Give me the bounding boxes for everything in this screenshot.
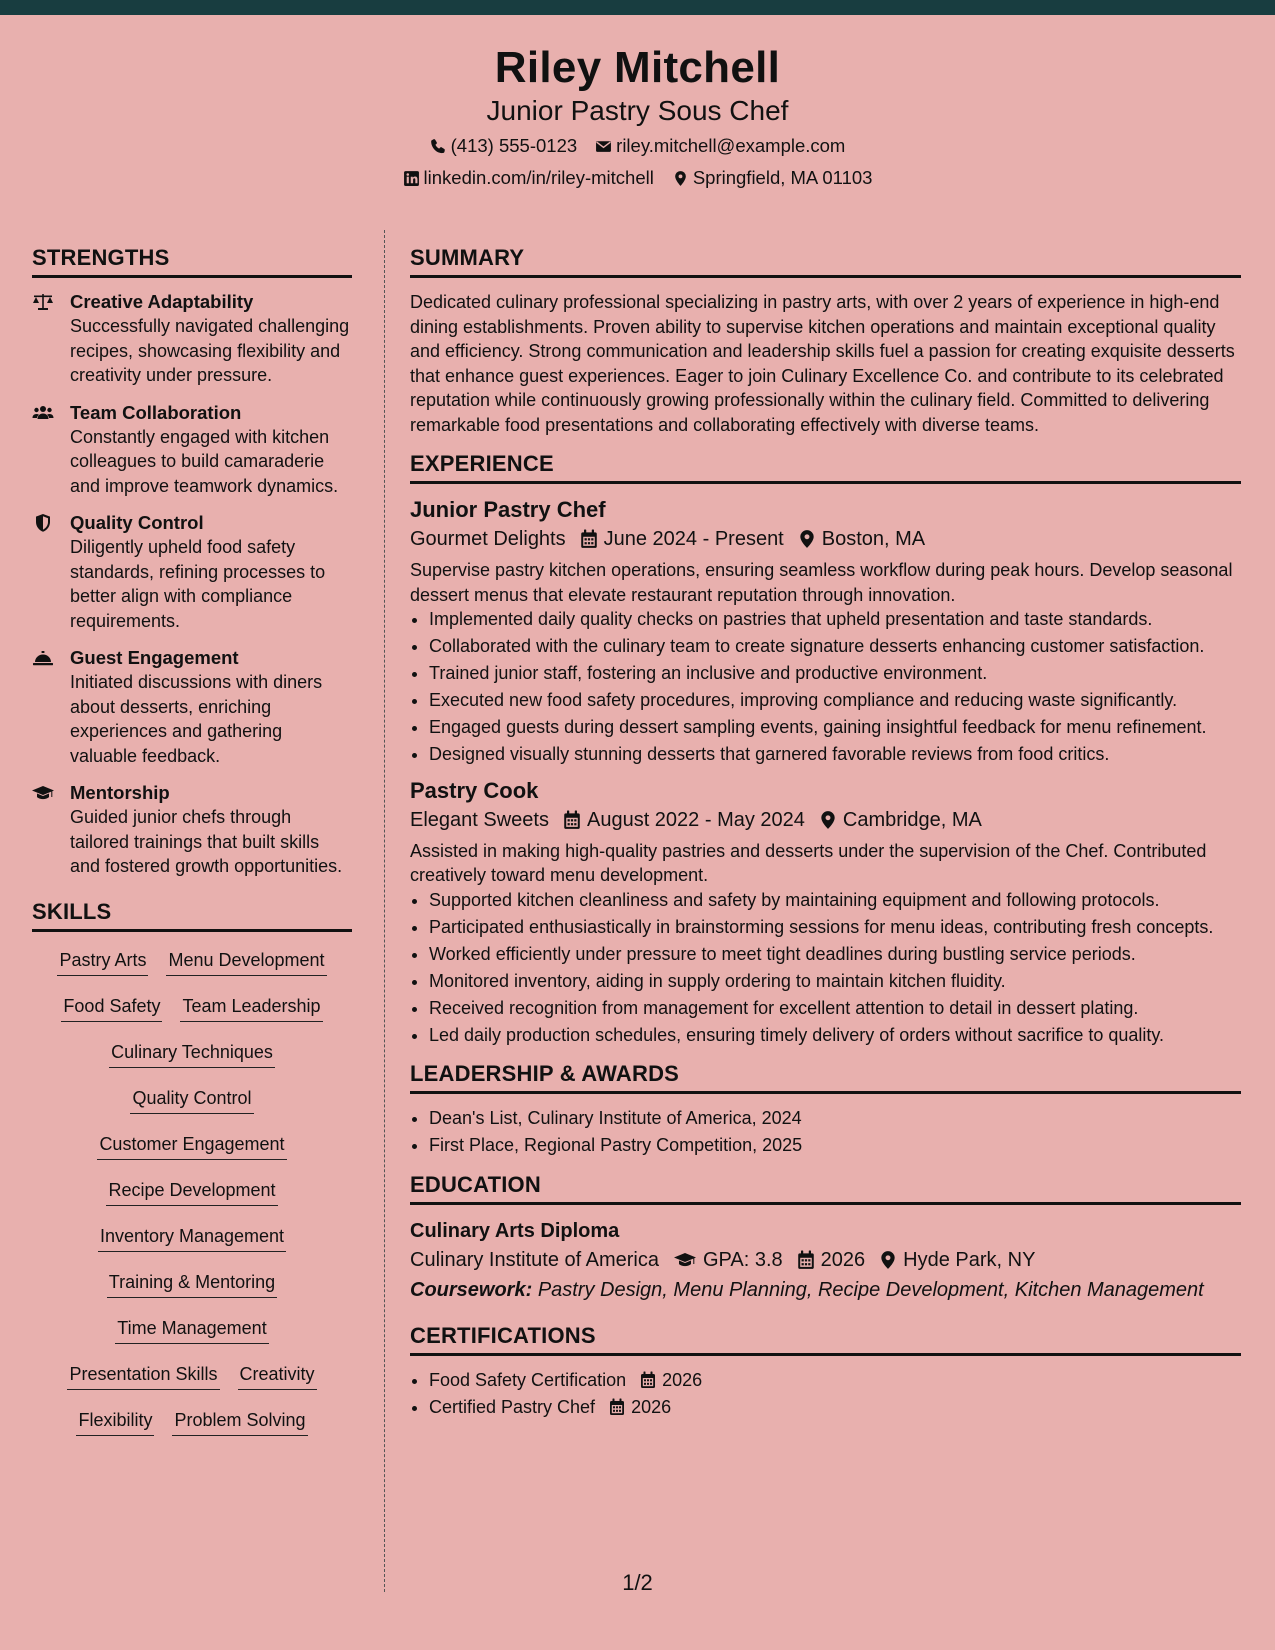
email-item[interactable] bbox=[595, 135, 845, 157]
strength-item bbox=[32, 646, 352, 768]
school-location: Hyde Park, NY bbox=[903, 1248, 1036, 1271]
degree-title: Culinary Arts Diploma bbox=[410, 1219, 620, 1242]
strength-title: Creative Adaptability bbox=[70, 291, 254, 312]
map-pin-icon bbox=[798, 529, 816, 549]
scale-icon bbox=[32, 292, 54, 312]
skill-tag: Presentation Skills bbox=[67, 1360, 219, 1390]
graduation-year: 2026 bbox=[820, 1248, 866, 1271]
list-item: • Monitored inventory, aiding in supply ordering to maintain kitchen fluidity. bbox=[429, 969, 1241, 994]
strength-item bbox=[32, 511, 352, 633]
strength-title: Quality Control bbox=[70, 512, 204, 533]
list-item: • First Place, Regional Pastry Competition, 2025 bbox=[429, 1133, 1241, 1158]
map-pin-icon bbox=[672, 170, 689, 187]
list-item: • Designed visually stunning desserts that garnered favorable reviews from food critics. bbox=[429, 742, 1241, 767]
map-pin-icon bbox=[819, 810, 837, 830]
strength-title: Team Collaboration bbox=[70, 401, 242, 423]
job-entry bbox=[410, 496, 1241, 767]
skills-heading: SKILLS bbox=[32, 899, 352, 932]
resume-header bbox=[0, 15, 1275, 203]
skill-tag: Training & Mentoring bbox=[107, 1268, 277, 1298]
coursework-list: Pastry Design, Menu Planning, Recipe Development, Kitchen Management bbox=[537, 1278, 1204, 1301]
list-item: • Worked efficiently under pressure to meet tight deadlines during bustling service periods. bbox=[429, 942, 1241, 967]
summary-text: Dedicated culinary professional specializing in pastry arts, with over 2 years of experience in high-end dining establishments. Proven ability to supervise kitchen operations and maintain exceptional quality and efficiency. Strong communication and leadership skills fuel a passion for creating exquisite desserts that enhance guest experiences. Eager to join Culinary Excellence Co. and contribute to its celebrated reputation while continuously growing professionally within the culinary field. Committed to delivering remarkable food presentations and collaborating effectively with diverse teams. bbox=[410, 292, 1235, 435]
job-bullets bbox=[410, 888, 1241, 1048]
summary-heading: SUMMARY bbox=[410, 245, 1241, 278]
left-column bbox=[32, 245, 352, 1452]
job-description: Assisted in making high-quality pastries and desserts under the supervision of the Chef. Contributed creatively toward menu development. bbox=[410, 840, 1207, 885]
contact-row-1 bbox=[0, 135, 1275, 157]
candidate-title: Junior Pastry Sous Chef bbox=[486, 95, 789, 126]
cert-year: 2026 bbox=[662, 1369, 703, 1390]
strength-desc: Guided junior chefs through tailored trainings that built skills and fostered growth opportunities. bbox=[70, 807, 343, 876]
list-item: • Executed new food safety procedures, improving compliance and reducing waste significantly. bbox=[429, 688, 1241, 713]
map-pin-icon bbox=[879, 1250, 897, 1270]
job-entry bbox=[410, 777, 1241, 1048]
calendar-icon bbox=[797, 1250, 815, 1270]
skill-tag: Menu Development bbox=[166, 946, 326, 976]
certifications-list bbox=[410, 1368, 1241, 1420]
list-item: • Dean's List, Culinary Institute of America, 2024 bbox=[429, 1106, 1241, 1131]
service-bell-icon bbox=[32, 648, 54, 668]
list-item: • Participated enthusiastically in brainstorming sessions for menu ideas, contributing fresh concepts. bbox=[429, 915, 1241, 940]
list-item: • Received recognition from management for excellent attention to detail in dessert plating. bbox=[429, 996, 1241, 1021]
column-divider bbox=[384, 230, 385, 1592]
job-location: Cambridge, MA bbox=[842, 808, 982, 831]
strengths-heading: STRENGTHS bbox=[32, 245, 352, 278]
candidate-name: Riley Mitchell bbox=[494, 43, 781, 92]
calendar-icon bbox=[609, 1398, 625, 1416]
top-accent-bar bbox=[0, 0, 1275, 15]
job-title: Junior Pastry Chef bbox=[410, 497, 606, 522]
skill-tag: Inventory Management bbox=[98, 1222, 286, 1252]
shield-icon bbox=[32, 513, 54, 533]
envelope-icon bbox=[595, 138, 612, 155]
awards-heading: LEADERSHIP & AWARDS bbox=[410, 1061, 1241, 1094]
right-column bbox=[410, 245, 1241, 1422]
list-item: • Collaborated with the culinary team to create signature desserts enhancing customer satisfaction. bbox=[429, 634, 1241, 659]
gpa: GPA: 3.8 bbox=[703, 1248, 783, 1271]
skill-tag: Customer Engagement bbox=[97, 1130, 286, 1160]
skill-tag: Recipe Development bbox=[106, 1176, 277, 1206]
phone-number: (413) 555-0123 bbox=[450, 135, 578, 156]
coursework bbox=[410, 1275, 1241, 1305]
cert-year: 2026 bbox=[631, 1396, 672, 1417]
skill-tag: Quality Control bbox=[130, 1084, 253, 1114]
skill-tag: Flexibility bbox=[76, 1406, 154, 1436]
list-item: • Supported kitchen cleanliness and safety by maintaining equipment and following protocols. bbox=[429, 888, 1241, 913]
strength-desc: Initiated discussions with diners about desserts, enriching experiences and gathering valuable feedback. bbox=[70, 672, 323, 766]
skill-tag: Food Safety bbox=[61, 992, 162, 1022]
cert-name: • Certified Pastry Chef bbox=[429, 1396, 596, 1417]
linkedin-url[interactable]: linkedin.com/in/riley-mitchell bbox=[423, 167, 654, 188]
awards-list bbox=[410, 1106, 1241, 1158]
list-item bbox=[429, 1368, 1241, 1393]
job-company: Gourmet Delights bbox=[410, 528, 566, 550]
contact-row-2 bbox=[0, 167, 1275, 189]
education-meta bbox=[410, 1245, 1241, 1275]
list-item: • Engaged guests during dessert sampling events, gaining insightful feedback for menu refinement. bbox=[429, 715, 1241, 740]
list-item: • Implemented daily quality checks on pastries that upheld presentation and taste standards. bbox=[429, 607, 1241, 632]
skill-tag: Problem Solving bbox=[172, 1406, 307, 1436]
job-bullets bbox=[410, 607, 1241, 767]
linkedin-icon bbox=[403, 170, 420, 187]
job-dates: June 2024 - Present bbox=[603, 528, 784, 550]
strength-item bbox=[32, 781, 352, 879]
location-item bbox=[672, 167, 873, 189]
education-heading: EDUCATION bbox=[410, 1172, 1241, 1205]
graduation-cap-icon bbox=[673, 1250, 697, 1270]
linkedin-item[interactable] bbox=[403, 167, 654, 189]
users-icon bbox=[32, 403, 54, 423]
experience-heading: EXPERIENCE bbox=[410, 451, 1241, 484]
skill-tag: Culinary Techniques bbox=[109, 1038, 275, 1068]
phone-icon bbox=[430, 138, 447, 155]
strength-desc: Constantly engaged with kitchen colleagues to build camaraderie and improve teamwork dynamics. bbox=[70, 426, 339, 496]
certifications-heading: CERTIFICATIONS bbox=[410, 1323, 1241, 1356]
page-number: 1/2 bbox=[622, 1570, 653, 1595]
calendar-icon bbox=[640, 1371, 656, 1389]
job-dates: August 2022 - May 2024 bbox=[586, 808, 805, 831]
strength-desc: Successfully navigated challenging recipes, showcasing flexibility and creativity under pressure. bbox=[70, 316, 350, 385]
school-name: Culinary Institute of America bbox=[410, 1248, 659, 1271]
list-item bbox=[429, 1395, 1241, 1420]
job-company: Elegant Sweets bbox=[410, 808, 549, 831]
calendar-icon bbox=[563, 810, 581, 830]
skill-tag: Time Management bbox=[115, 1314, 268, 1344]
list-item: • Trained junior staff, fostering an inclusive and productive environment. bbox=[429, 661, 1241, 686]
list-item: • Led daily production schedules, ensuring timely delivery of orders without sacrifice to quality. bbox=[429, 1023, 1241, 1048]
location-text: Springfield, MA 01103 bbox=[692, 167, 873, 188]
calendar-icon bbox=[580, 529, 598, 549]
phone-item bbox=[430, 135, 578, 157]
skill-tag: Creativity bbox=[238, 1360, 317, 1390]
skill-tag: Pastry Arts bbox=[57, 946, 148, 976]
strength-desc: Diligently upheld food safety standards, refining processes to better align with compliance requirements. bbox=[70, 537, 326, 631]
skills-list bbox=[32, 944, 352, 1452]
job-meta bbox=[410, 524, 1241, 554]
strength-item bbox=[32, 401, 352, 499]
job-location: Boston, MA bbox=[821, 528, 926, 550]
job-description: Supervise pastry kitchen operations, ensuring seamless workflow during peak hours. Develop seasonal dessert menus that elevate restaurant reputation through innovation. bbox=[410, 560, 1233, 605]
strength-title: Mentorship bbox=[70, 782, 170, 803]
cert-name: • Food Safety Certification bbox=[429, 1369, 627, 1390]
strength-title: Guest Engagement bbox=[70, 647, 239, 668]
email-address[interactable]: riley.mitchell@example.com bbox=[616, 135, 846, 156]
skill-tag: Team Leadership bbox=[180, 992, 322, 1022]
job-title: Pastry Cook bbox=[410, 777, 539, 803]
graduation-cap-icon bbox=[32, 783, 54, 803]
coursework-label: Coursework: bbox=[410, 1278, 533, 1301]
strength-item bbox=[32, 290, 352, 388]
job-meta bbox=[410, 805, 1241, 835]
